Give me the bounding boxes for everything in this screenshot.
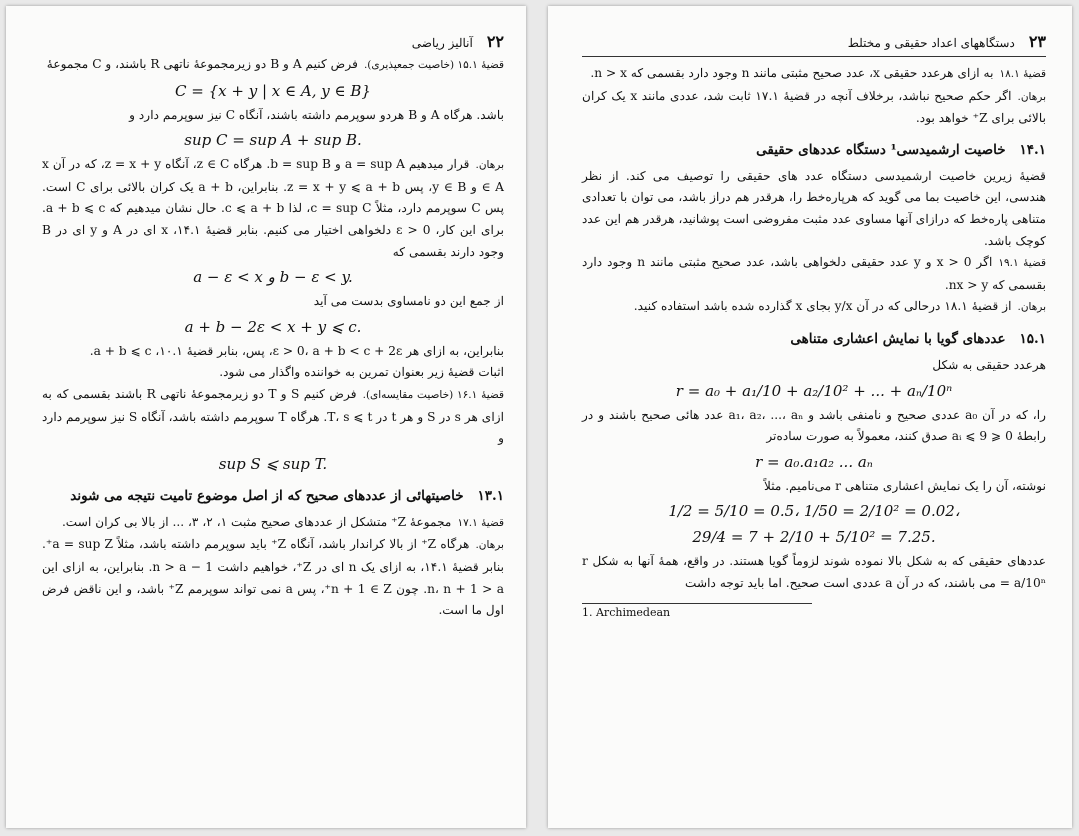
section-title: خاصیتهائی از عددهای صحیح که از اصل موضوع تامیت نتیجه می شوند: [70, 487, 464, 504]
paragraph-text: بنابراین، به ازای هر ε > 0، a + b < c + 2ε، پس، بنابر قضیهٔ ۱۰.۱، a + b ⩽ c.: [89, 343, 504, 358]
right-page-content: [582, 32, 1046, 619]
section-number: ۱۵.۱: [1019, 330, 1046, 347]
theorem-label: برهان.: [475, 539, 504, 552]
left-paragraph: [42, 384, 504, 450]
left-equation: a + b − 2ε < x + y ⩽ c.: [184, 317, 362, 336]
left-paragraph: [42, 154, 504, 263]
right-running-title: دستگاههای اعداد حقیقی و مختلط: [847, 36, 1015, 50]
right-page-body: [582, 63, 1046, 595]
paragraph-text: فرض کنیم A و B دو زیرمجموعهٔ ناتهی R باشند، و C مجموعهٔ: [46, 57, 358, 71]
paragraph-text: قرار میدهیم a = sup A و b = sup B. هرگاه z ∈ C، آنگاه z = x + y، که در آن x ∈ A و y ∈ B، پس z = x + y ⩽ a + b. بنابراین، a + b یک کران بالائی برای C است. پس C سوپرمم دارد، مثلاً c = sup C، لذا c ⩽ a + b. حال نشان میدهیم که a + b ⩽ c. برای این کار، ε > 0 دلخواهی اختیار می کنیم. بنابر قضیهٔ ۱۴.۱، x ای در A و y ای در B وجود دارند بقسمی که: [42, 157, 504, 259]
right-page-number: ۲۳: [1028, 32, 1046, 51]
theorem-label: برهان.: [475, 159, 505, 172]
paragraph-text: قضیهٔ زیرین خاصیت ارشمیدسی دستگاه عدد های حقیقی را توصیف می کند. از نظر هندسی، این خاصیت بما می گوید که هرپاره‌خط را، هرقدر هم دراز باشد، می توان با تعدادی متناهی پاره‌خط که درازای آنها مساوی عدد مثبت مفروضی است پوشانید، هرقدر هم این عدد کوچک باشد.: [582, 168, 1046, 248]
right-paragraph: [582, 405, 1046, 448]
right-equation: r = a₀ + a₁/10 + a₂/10² + ... + aₙ/10ⁿ: [675, 381, 953, 400]
left-equation: sup C = sup A + sup B.: [184, 131, 362, 150]
left-paragraph: [42, 291, 504, 313]
right-paragraph: [582, 166, 1046, 252]
theorem-label: قضیهٔ ۱۶.۱ (خاصیت مقایسه‌ای).: [362, 388, 505, 401]
section-title: عددهای گویا با نمایش اعشاری متناهی: [790, 330, 1006, 347]
right-paragraph: [582, 296, 1046, 319]
right-paragraph: [582, 63, 1046, 86]
left-paragraph: [42, 512, 504, 535]
paragraph-text: را، که در آن a₀ عددی صحیح و نامنفی باشد و a₁، a₂، ...، aₙ عدد هائی صحیح باشند و در رابطهٔ 0 ⩽ aᵢ ⩽ 9 صدق کنند، معمولاً به صورت ساده‌تر: [582, 407, 1046, 444]
right-paragraph: [582, 476, 1046, 498]
right-paragraph: [582, 551, 1046, 594]
right-equation: 1/2 = 5/10 = 0.5، 1/50 = 2/10² = 0.02،: [668, 502, 960, 521]
right-paragraph: [582, 86, 1046, 130]
right-page-header: [582, 32, 1046, 54]
left-equation: C = {x + y | x ∈ A, y ∈ B}: [175, 81, 371, 100]
left-paragraph: [42, 54, 504, 77]
theorem-label: قضیهٔ ۱۸.۱: [999, 68, 1046, 80]
paragraph-text: هرعدد حقیقی به شکل: [932, 357, 1046, 372]
section-title: خاصیت ارشمیدسی¹ دستگاه عددهای حقیقی: [756, 141, 1006, 158]
footnote-rule: [582, 603, 812, 604]
left-equation: sup S ⩽ sup T.: [218, 454, 328, 473]
theorem-label: قضیهٔ ۱۵.۱ (خاصیت جمعپذیری).: [363, 59, 504, 71]
theorem-label: قضیهٔ ۱۹.۱: [998, 257, 1046, 270]
paragraph-text: به ازای هرعدد حقیقی x، عدد صحیح مثبتی مانند n وجود دارد بقسمی که n > x.: [590, 66, 994, 80]
right-equation: r = a₀.a₁a₂ ... aₙ: [755, 452, 873, 471]
paragraph-text: هرگاه Z⁺ از بالا کراندار باشد، آنگاه Z⁺ باید سوپرمم داشته باشد، مثلاً a = sup Z⁺. بنابر قضیهٔ ۱۴.۱، به ازای یک n ای در Z⁺، خواهیم داشت n > a − 1. بنابراین، به ازای این n، n + 1 > a. چون n + 1 ∈ Z⁺، پس a نمی تواند سوپرمم Z⁺ باشد، و این ناقض فرض اول ما است.: [42, 537, 504, 618]
left-paragraph: [42, 534, 504, 621]
right-section-heading: [582, 327, 1046, 351]
left-equation: a − ε < x و b − ε < y.: [193, 268, 353, 287]
right-paragraph: [582, 252, 1046, 296]
right-page: [548, 6, 1072, 828]
paragraph-text: اگر حکم صحیح نباشد، برخلاف آنچه در قضیهٔ ۱۷.۱ ثابت شد، عددی مانند x یک کران بالائی برای Z⁺ خواهد بود.: [582, 88, 1046, 126]
paragraph-text: اثبات قضیهٔ زیر بعنوان تمرین به خواننده واگذار می شود.: [219, 365, 504, 380]
right-header-rule: [582, 56, 1046, 57]
paragraph-text: اگر x > 0 و y عدد حقیقی دلخواهی باشد، عدد صحیح مثبتی مانند n وجود دارد بقسمی که nx > y.: [582, 255, 1046, 292]
left-paragraph: [42, 341, 504, 363]
paragraph-text: فرض کنیم S و T دو زیرمجموعهٔ ناتهی R باشند بقسمی که به ازای هر s در S و هر t در T، s ⩽ t. هرگاه T سوپرمم داشته باشد، آنگاه S نیز سوپرمم دارد و: [42, 386, 504, 446]
theorem-label: برهان.: [1017, 301, 1046, 314]
left-running-title: آنالیز ریاضی: [411, 36, 473, 50]
theorem-label: برهان.: [1017, 90, 1046, 103]
section-number: ۱۴.۱: [1019, 141, 1046, 158]
theorem-label: قضیهٔ ۱۷.۱: [457, 516, 504, 529]
paragraph-text: مجموعهٔ Z⁺ متشکل از عددهای صحیح مثبت ۱، ۲، ۳، ... از بالا بی کران است.: [61, 514, 452, 529]
left-page-number: ۲۲: [486, 32, 504, 51]
left-paragraph: [42, 105, 504, 127]
left-page: [6, 6, 526, 828]
paragraph-text: باشد. هرگاه A و B هردو سوپرمم داشته باشند، آنگاه C نیز سوپرمم دارد و: [129, 107, 504, 122]
paragraph-text: عددهای حقیقی که به شکل بالا نموده شوند لزوماً گویا هستند. در واقع، همهٔ آنها به شکل r = a/10ⁿ می باشند، که در آن a عددی است صحیح. اما باید توجه داشت: [582, 554, 1046, 590]
left-section-heading: [42, 484, 504, 508]
footnote: 1. Archimedean: [582, 605, 671, 619]
left-page-content: [42, 32, 504, 622]
left-page-header: [42, 32, 504, 54]
paragraph-text: نوشته، آن را یک نمایش اعشاری متناهی r می‌نامیم. مثلاً: [763, 478, 1046, 493]
right-paragraph: [582, 355, 1046, 377]
left-paragraph: [42, 362, 504, 384]
paragraph-text: از جمع این دو نامساوی بدست می آید: [313, 294, 504, 309]
section-number: ۱۳.۱: [477, 487, 504, 504]
left-page-body: [42, 54, 504, 622]
right-equation: 29/4 = 7 + 2/10 + 5/10² = 7.25.: [692, 528, 936, 547]
right-section-heading: [582, 138, 1046, 162]
paragraph-text: از قضیهٔ ۱۸.۱ درحالی که در آن y/x بجای x گذارده شده باشد استفاده کنید.: [633, 299, 1012, 314]
